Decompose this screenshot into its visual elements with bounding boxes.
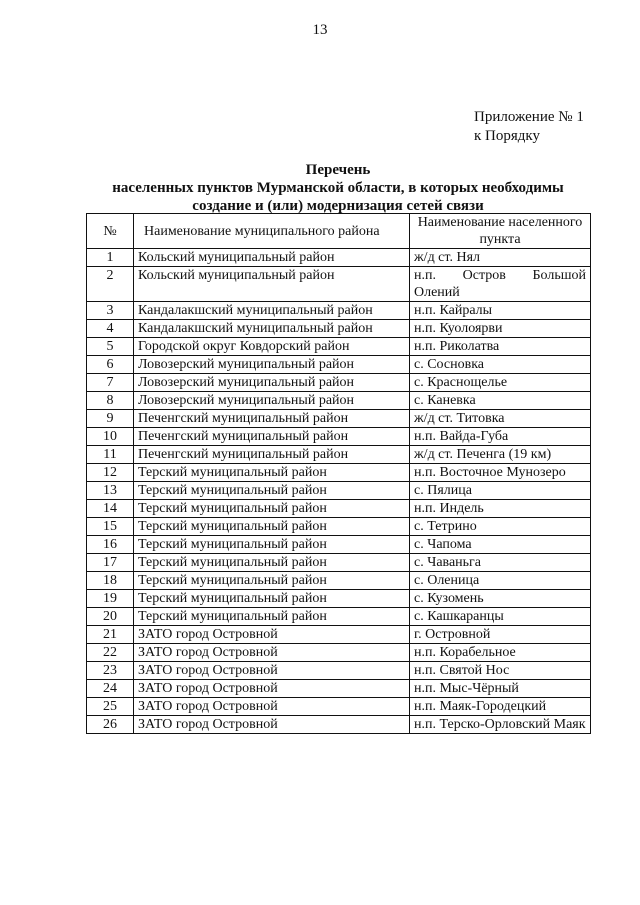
row-number: 12 xyxy=(87,464,134,482)
row-place: н.п. Куолоярви xyxy=(410,320,591,338)
table-row xyxy=(87,482,591,500)
appendix-line-2: к Порядку xyxy=(474,128,540,144)
table-row xyxy=(87,608,591,626)
row-place: с. Чапома xyxy=(410,536,591,554)
row-place: с. Кашкаранцы xyxy=(410,608,591,626)
table-row xyxy=(87,249,591,267)
row-place: н.п. Корабельное xyxy=(410,644,591,662)
row-number: 25 xyxy=(87,698,134,716)
row-number: 13 xyxy=(87,482,134,500)
row-number: 15 xyxy=(87,518,134,536)
row-place: с. Чаваньга xyxy=(410,554,591,572)
row-district: Терский муниципальный район xyxy=(134,518,410,536)
row-place: н.п. Терско-Орловский Маяк xyxy=(410,716,591,734)
table-row xyxy=(87,662,591,680)
table-row xyxy=(87,698,591,716)
page-number: 13 xyxy=(312,22,328,38)
row-number: 7 xyxy=(87,374,134,392)
row-district: ЗАТО город Островной xyxy=(134,644,410,662)
table-row xyxy=(87,518,591,536)
row-district: Кольский муниципальный район xyxy=(134,267,410,302)
row-number: 22 xyxy=(87,644,134,662)
row-district: Печенгский муниципальный район xyxy=(134,428,410,446)
row-place: с. Краснощелье xyxy=(410,374,591,392)
row-district: ЗАТО город Островной xyxy=(134,662,410,680)
row-district: Кольский муниципальный район xyxy=(134,249,410,267)
row-number: 10 xyxy=(87,428,134,446)
table-row xyxy=(87,302,591,320)
row-place: н.п. Мыс-Чёрный xyxy=(410,680,591,698)
appendix-label xyxy=(474,108,584,146)
row-district: Ловозерский муниципальный район xyxy=(134,356,410,374)
table-row xyxy=(87,554,591,572)
row-number: 23 xyxy=(87,662,134,680)
table-row xyxy=(87,716,591,734)
row-number: 26 xyxy=(87,716,134,734)
table-row xyxy=(87,374,591,392)
row-number: 16 xyxy=(87,536,134,554)
table-row xyxy=(87,410,591,428)
header-place: Наименование населенного пункта xyxy=(410,214,591,249)
row-number: 11 xyxy=(87,446,134,464)
row-number: 8 xyxy=(87,392,134,410)
row-district: Ловозерский муниципальный район xyxy=(134,392,410,410)
table-row xyxy=(87,572,591,590)
document-title xyxy=(86,161,590,215)
row-place: с. Каневка xyxy=(410,392,591,410)
row-number: 4 xyxy=(87,320,134,338)
row-district: Кандалакшский муниципальный район xyxy=(134,302,410,320)
row-place: н.п. Риколатва xyxy=(410,338,591,356)
row-place: с. Оленица xyxy=(410,572,591,590)
row-district: Терский муниципальный район xyxy=(134,464,410,482)
row-place: н.п. Святой Нос xyxy=(410,662,591,680)
row-number: 1 xyxy=(87,249,134,267)
row-number: 5 xyxy=(87,338,134,356)
row-place: с. Тетрино xyxy=(410,518,591,536)
table-row xyxy=(87,428,591,446)
row-number: 9 xyxy=(87,410,134,428)
title-line-2: населенных пунктов Мурманской области, в которых необходимы xyxy=(112,180,564,196)
table-row xyxy=(87,680,591,698)
title-line-1: Перечень xyxy=(305,162,371,178)
table-row xyxy=(87,464,591,482)
table-row xyxy=(87,356,591,374)
row-number: 21 xyxy=(87,626,134,644)
row-district: Терский муниципальный район xyxy=(134,572,410,590)
row-place: н.п. Остров Большой Олений xyxy=(410,267,591,302)
row-place: ж/д ст. Печенга (19 км) xyxy=(410,446,591,464)
row-district: Городской округ Ковдорский район xyxy=(134,338,410,356)
title-line-3: создание и (или) модернизация сетей связи xyxy=(192,198,484,214)
row-number: 14 xyxy=(87,500,134,518)
table-row xyxy=(87,590,591,608)
row-district: Печенгский муниципальный район xyxy=(134,446,410,464)
row-place: с. Пялица xyxy=(410,482,591,500)
row-place: ж/д ст. Нял xyxy=(410,249,591,267)
table-header-row xyxy=(87,214,591,249)
header-num: № xyxy=(87,214,134,249)
table-row xyxy=(87,446,591,464)
row-number: 6 xyxy=(87,356,134,374)
row-district: Ловозерский муниципальный район xyxy=(134,374,410,392)
row-place: н.п. Восточное Мунозеро xyxy=(410,464,591,482)
row-number: 3 xyxy=(87,302,134,320)
row-number: 17 xyxy=(87,554,134,572)
table-row xyxy=(87,500,591,518)
table-row xyxy=(87,267,591,302)
table-body xyxy=(87,249,591,734)
row-district: ЗАТО город Островной xyxy=(134,716,410,734)
settlements-table xyxy=(86,213,591,734)
row-district: Терский муниципальный район xyxy=(134,590,410,608)
row-district: ЗАТО город Островной xyxy=(134,626,410,644)
row-place: н.п. Кайралы xyxy=(410,302,591,320)
row-number: 20 xyxy=(87,608,134,626)
appendix-line-1: Приложение № 1 xyxy=(474,109,584,125)
row-number: 24 xyxy=(87,680,134,698)
row-district: Терский муниципальный район xyxy=(134,608,410,626)
row-place: с. Сосновка xyxy=(410,356,591,374)
row-number: 18 xyxy=(87,572,134,590)
row-place: н.п. Индель xyxy=(410,500,591,518)
table-row xyxy=(87,536,591,554)
table-row xyxy=(87,338,591,356)
row-district: Кандалакшский муниципальный район xyxy=(134,320,410,338)
table-row xyxy=(87,644,591,662)
row-district: Печенгский муниципальный район xyxy=(134,410,410,428)
row-district: Терский муниципальный район xyxy=(134,554,410,572)
row-district: ЗАТО город Островной xyxy=(134,680,410,698)
table-row xyxy=(87,320,591,338)
row-number: 19 xyxy=(87,590,134,608)
row-place: ж/д ст. Титовка xyxy=(410,410,591,428)
table-row xyxy=(87,626,591,644)
row-district: Терский муниципальный район xyxy=(134,536,410,554)
row-district: Терский муниципальный район xyxy=(134,482,410,500)
row-place: г. Островной xyxy=(410,626,591,644)
row-district: ЗАТО город Островной xyxy=(134,698,410,716)
table-row xyxy=(87,392,591,410)
row-number: 2 xyxy=(87,267,134,302)
header-district: Наименование муниципального района xyxy=(134,214,410,249)
row-place: с. Кузомень xyxy=(410,590,591,608)
row-place: н.п. Маяк-Городецкий xyxy=(410,698,591,716)
row-place: н.п. Вайда-Губа xyxy=(410,428,591,446)
row-district: Терский муниципальный район xyxy=(134,500,410,518)
